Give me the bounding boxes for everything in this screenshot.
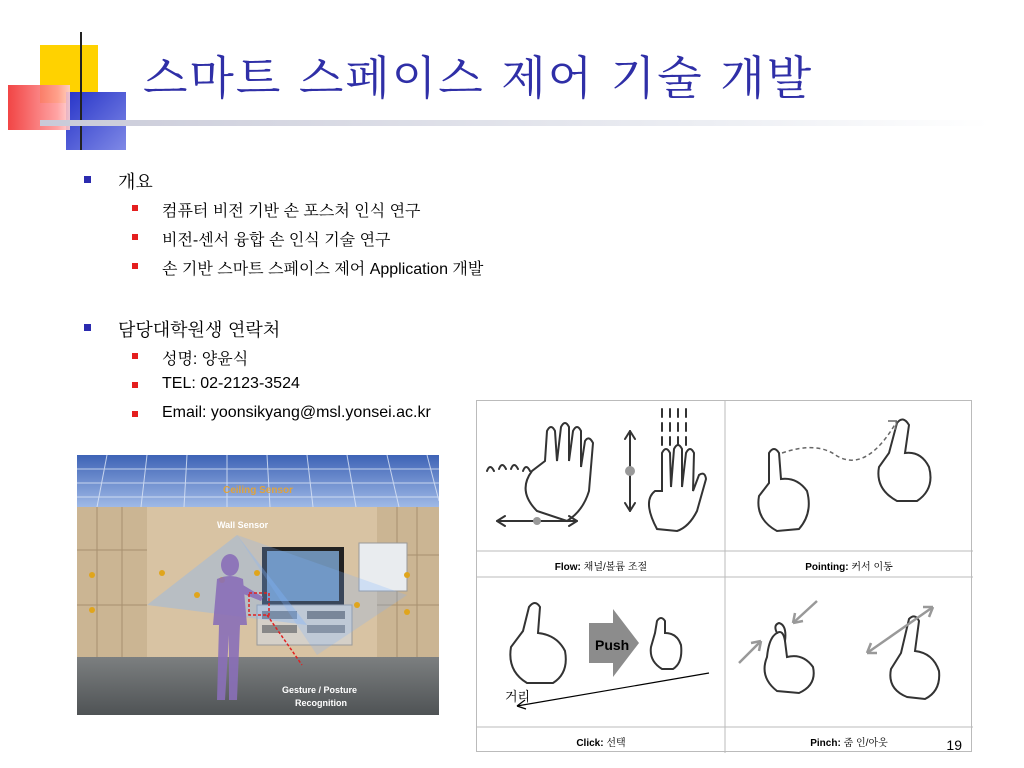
pinch-gesture-illustration [765,616,940,699]
smart-room-image [77,455,439,715]
flow-caption: Flow: 채널/볼륨 조절 [554,562,648,573]
recognition-label: Gesture / Posture [282,685,358,695]
distance-label: 거리 [505,689,531,704]
slide-title: 스마트 스페이스 제어 기술 개발 [143,51,814,105]
contact-name: 성명: 양윤식 [162,346,248,369]
contact-tel: TEL: 02-2123-3524 [162,375,300,392]
page-number: 19 [946,737,962,753]
click-caption: Click: 선택 [576,738,626,749]
contact-email: Email: yoonsikyang@msl.yonsei.ac.kr [162,404,431,421]
gesture-table [476,400,972,752]
overview-item: 손 기반 스마트 스페이스 제어 Application 개발 [162,256,483,279]
title-decoration [0,30,140,150]
overview-item: 비전-센서 융합 손 인식 기술 연구 [162,227,390,250]
overview-item: 컴퓨터 비전 기반 손 포스처 인식 연구 [162,198,421,221]
ceiling-sensor-label: Ceiling Sensor [223,485,294,496]
pointing-caption: Pointing: 커서 이동 [805,562,893,573]
wall-sensor-label: Wall Sensor [217,520,269,530]
title-divider [40,120,990,126]
recognition-label: Recognition [295,698,347,708]
pinch-caption: Pinch: 줌 인/아웃 [810,738,888,749]
pointing-gesture-illustration [758,419,930,531]
flow-gesture-illustration [487,409,706,531]
push-label: Push [595,637,630,653]
contact-heading: 담당대학원생 연락처 [118,316,280,342]
overview-heading: 개요 [118,168,153,194]
